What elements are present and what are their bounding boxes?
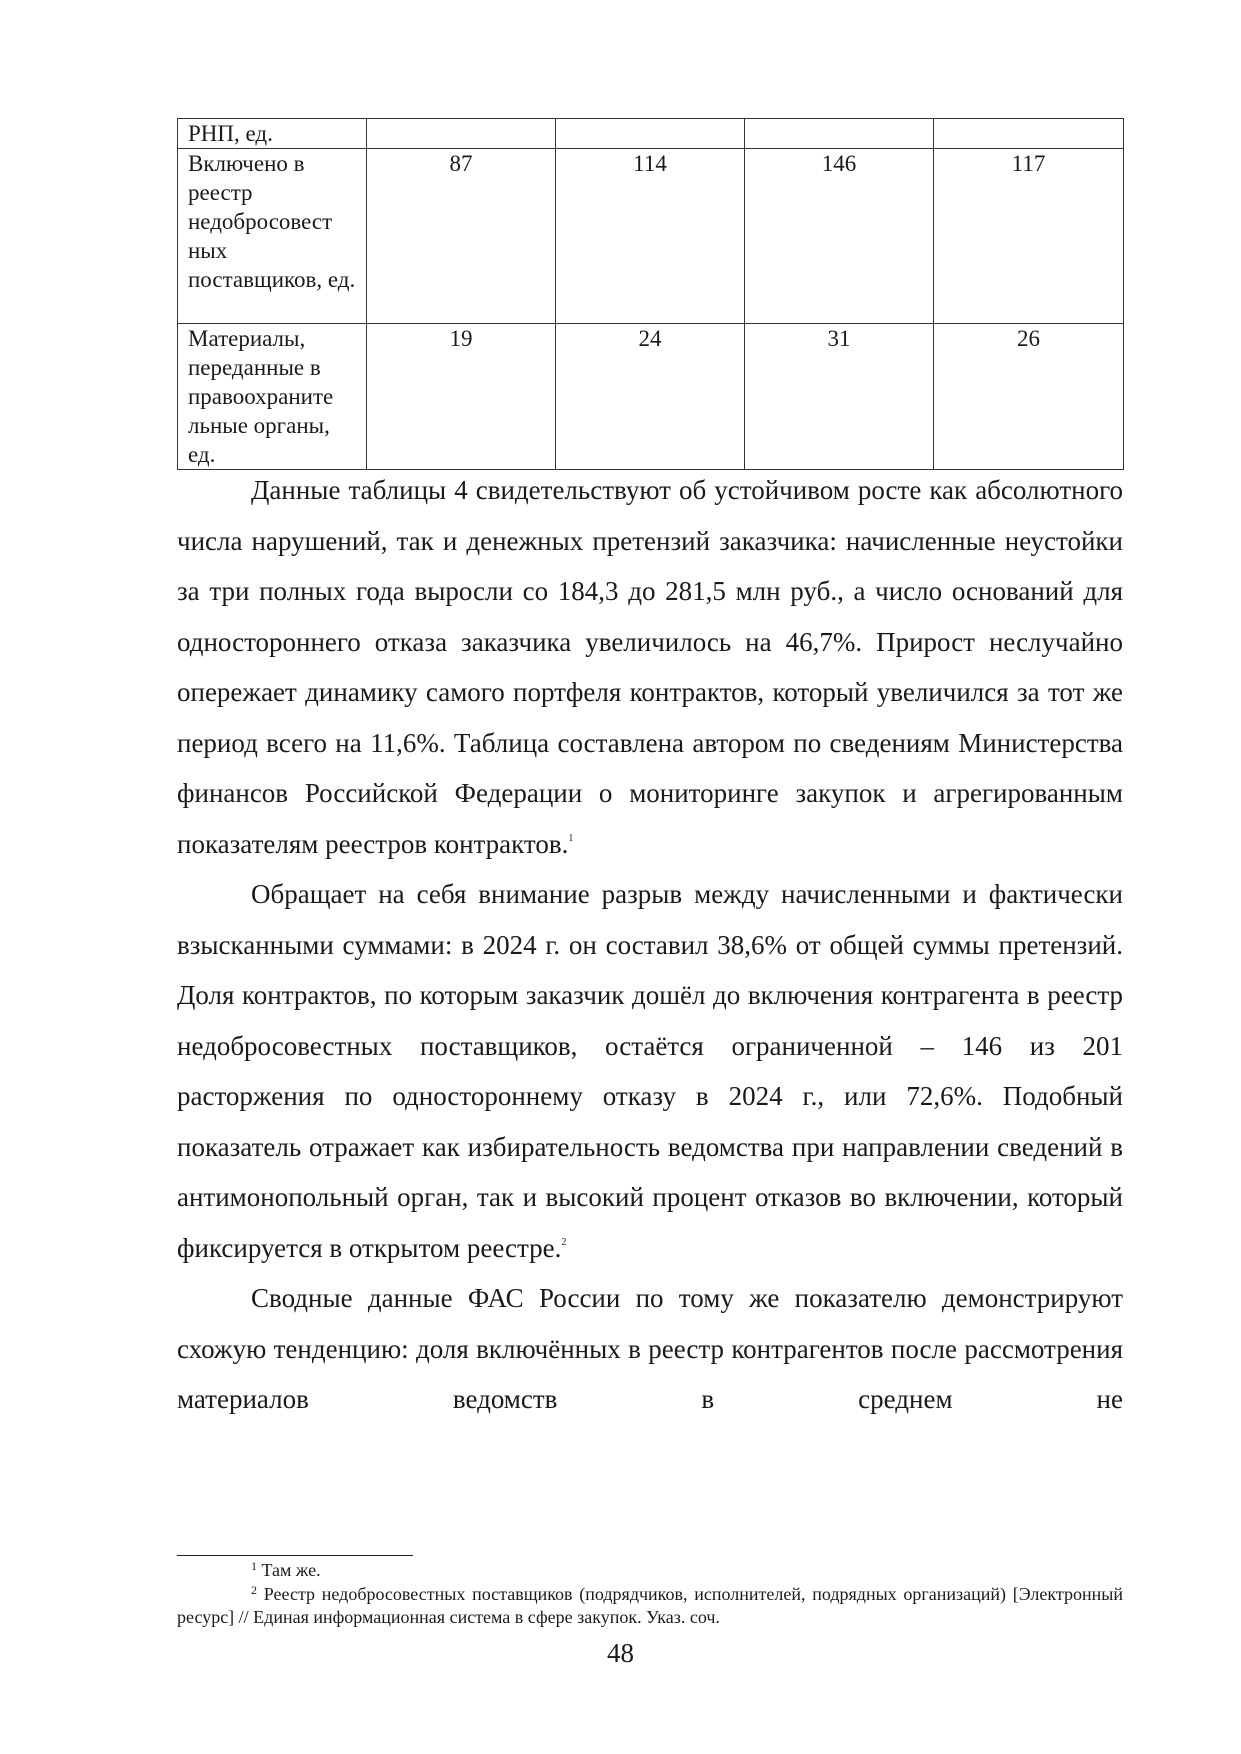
table-cell [745,119,934,149]
footnote-text: Реестр недобросовестных поставщиков (подрядчиков, исполнителей, подрядных организаций) [Электронный ресурс] // Единая информационная система в сфере закупок. Указ. соч. [177,1583,1123,1627]
table-row [178,324,1124,470]
table-cell: 146 [745,149,934,324]
footnotes [177,1559,1123,1630]
paragraph [177,1273,1123,1425]
footnote [177,1559,1123,1583]
page-number: 48 [607,1638,634,1668]
table-cell: 114 [556,149,745,324]
table-cell: 31 [745,324,934,470]
table-cell: 26 [934,324,1124,470]
footnote-separator [177,1555,413,1556]
table-cell [934,119,1124,149]
footnote-ref[interactable]: 1 [568,832,574,844]
footnote-mark: 1 [251,1559,257,1573]
row-label: Материалы, переданные в правоохраните льные органы, ед. [178,324,367,470]
table-cell: 19 [367,324,556,470]
table-row [178,149,1124,324]
table-cell [556,119,745,149]
paragraph-text: Сводные данные ФАС России по тому же показателю демонстрируют схожую тенденцию: доля включённых в реестр контрагентов после рассмотрения материалов ведомств в среднем не [177,1283,1123,1414]
table-cell: 87 [367,149,556,324]
data-table [177,118,1124,470]
footnote-mark: 2 [251,1582,257,1597]
footnote-ref[interactable]: 2 [561,1236,567,1248]
table-row [178,119,1124,149]
footnote-text: Там же. [261,1560,321,1580]
footnote [177,1583,1123,1630]
table-cell: 24 [556,324,745,470]
paragraph [177,465,1123,869]
paragraph [177,869,1123,1273]
body-text [177,465,1123,1425]
table-cell [367,119,556,149]
paragraph-text: Данные таблицы 4 свидетельствуют об устойчивом росте как абсолютного числа нарушений, так и денежных претензий заказчика: начисленные неустойки за три полных года выросли со 184,3 до 281,5 млн руб., а число оснований для одностороннего отказа заказчика увеличилось на 46,7%. Прирост неслучайно опережает динамику самого портфеля контрактов, который увеличился за тот же период всего на 11,6%. Таблица составлена автором по сведениям Министерства финансов Российской Федерации о мониторинге закупок и агрегированным показателям реестров контрактов. [177,475,1123,859]
table-cell: 117 [934,149,1124,324]
row-label: Включено в реестр недобросовест ных поставщиков, ед. [178,149,367,324]
paragraph-text: Обращает на себя внимание разрыв между начисленными и фактически взысканными суммами: в 2024 г. он составил 38,6% от общей суммы претензий. Доля контрактов, по которым заказчик дошёл до включения контрагента в реестр недобросовестных поставщиков, остаётся ограниченной – 146 из 201 расторжения по одностороннему отказу в 2024 г., или 72,6%. Подобный показатель отражает как избирательность ведомства при направлении сведений в антимонопольный орган, так и высокий процент отказов во включении, который фиксируется в открытом реестре. [177,879,1123,1263]
row-label: РНП, ед. [178,119,367,149]
